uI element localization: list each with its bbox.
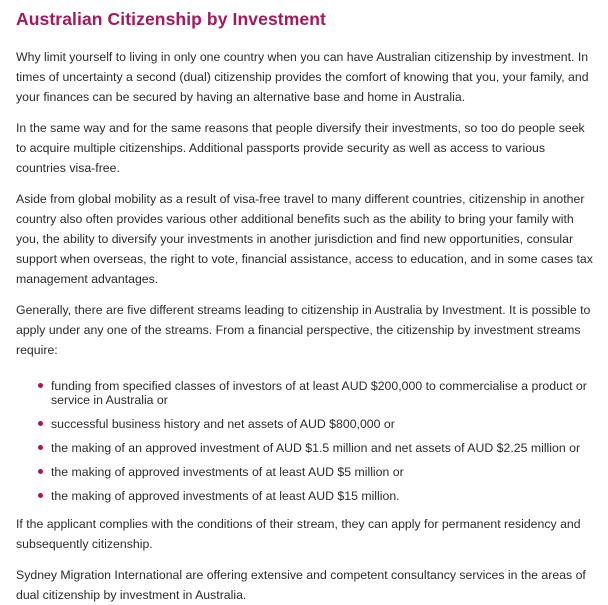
diversification-paragraph: In the same way and for the same reasons that people diversify their investments, so too do people seek to acquire multiple citizenships. Additional passports provide security as well as access to various countries visa-free. — [16, 121, 585, 175]
bullet-dot-icon — [38, 383, 43, 388]
list-item-text: the making of approved investments of at least AUD $5 million or — [51, 465, 404, 479]
list-item-text: the making of approved investments of at least AUD $15 million. — [51, 489, 400, 503]
investment-streams-list — [16, 379, 598, 503]
article — [16, 0, 598, 605]
list-item-text: funding from specified classes of investors of at least AUD $200,000 to commercialise a product or service in Australia or — [51, 379, 587, 407]
list-item — [16, 489, 598, 503]
list-item — [16, 379, 598, 407]
benefits-paragraph: Aside from global mobility as a result of visa-free travel to many different countries, citizenship in another country also often provides various other additional benefits such as the ability to bring your family with you, the ability to diversify your investments in another jurisdiction and find new opportunities, consular support when overseas, the right to vote, financial assistance, access to education, and in some cases tax management advantages. — [16, 192, 593, 286]
list-item-text: successful business history and net assets of AUD $800,000 or — [51, 417, 395, 431]
page-title: Australian Citizenship by Investment — [16, 9, 326, 29]
bullet-dot-icon — [38, 493, 43, 498]
bullet-dot-icon — [38, 445, 43, 450]
list-item — [16, 441, 598, 455]
streams-paragraph: Generally, there are five different streams leading to citizenship in Australia by Investment. It is possible to apply under any one of the streams. From a financial perspective, the citizenship by investment streams require: — [16, 303, 591, 357]
bullet-dot-icon — [38, 421, 43, 426]
applicant-paragraph: If the applicant complies with the conditions of their stream, they can apply for permanent residency and subsequently citizenship. — [16, 517, 581, 551]
list-item-text: the making of an approved investment of AUD $1.5 million and net assets of AUD $2.25 million or — [51, 441, 581, 455]
list-item — [16, 465, 598, 479]
list-item — [16, 417, 598, 431]
consultancy-paragraph: Sydney Migration International are offering extensive and competent consultancy services in the areas of dual citizenship by investment in Australia. — [16, 568, 586, 602]
intro-paragraph: Why limit yourself to living in only one country when you can have Australian citizenship by investment. In times of uncertainty a second (dual) citizenship provides the comfort of knowing that you, your family, and your finances can be secured by having an alternative base and home in Australia. — [16, 50, 589, 104]
bullet-dot-icon — [38, 469, 43, 474]
